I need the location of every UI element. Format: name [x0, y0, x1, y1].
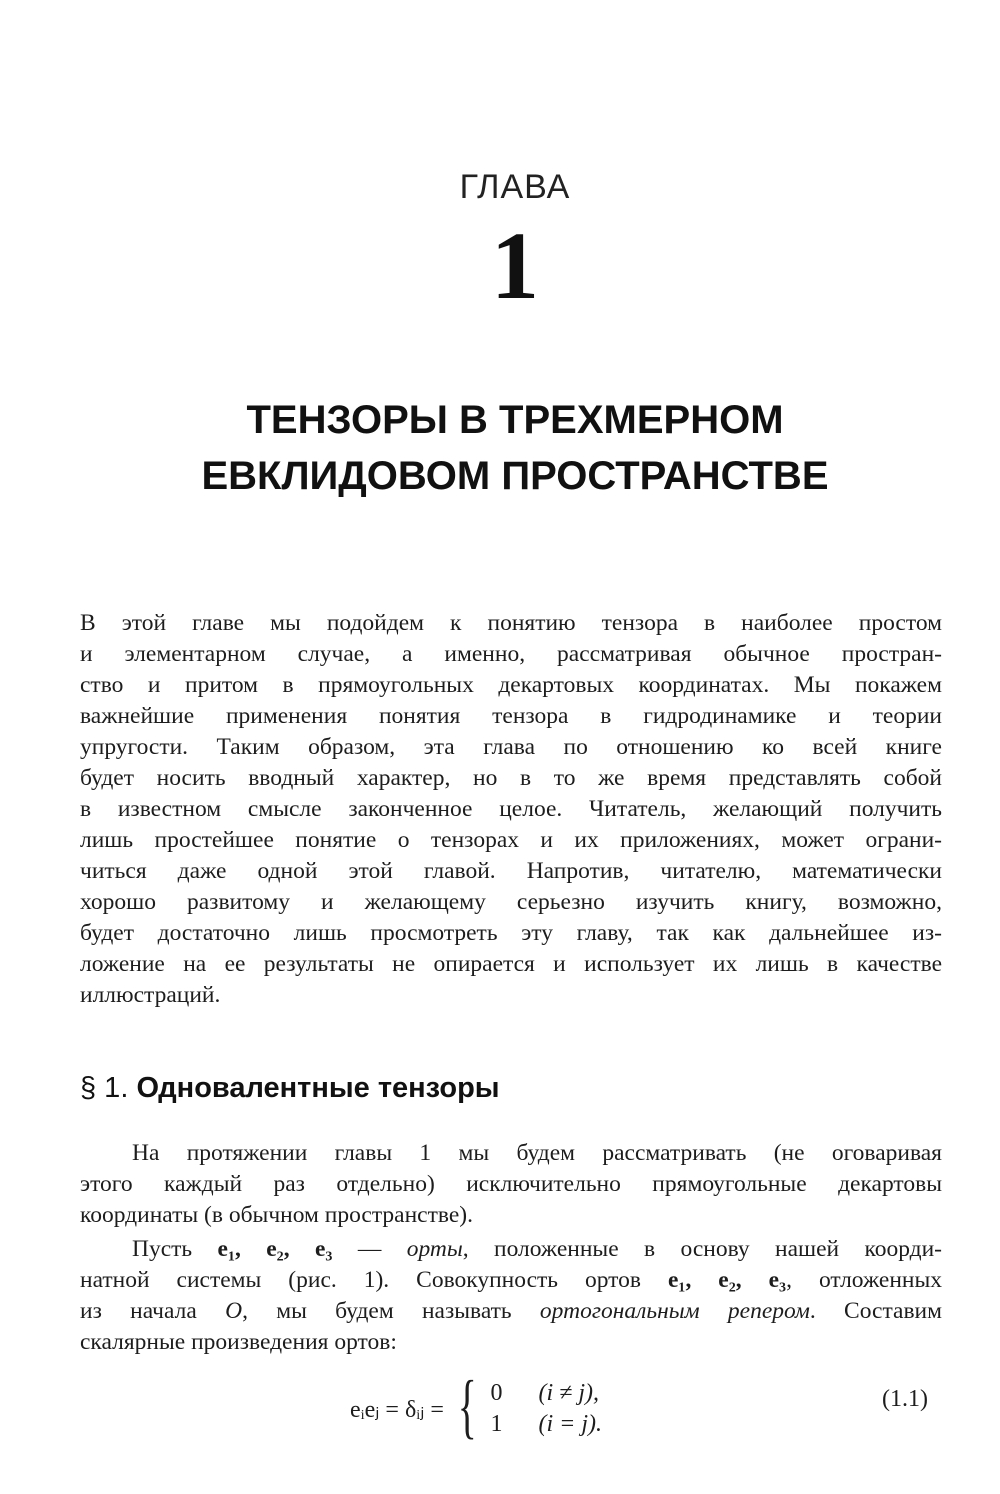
term-emphasis: ортогональным репером — [539, 1298, 810, 1324]
text-line: и элементарном случае, а именно, рассматривая обычное простран- — [80, 641, 942, 667]
term-emphasis: орты — [406, 1236, 463, 1262]
text-line: хорошо развитому и желающему серьезно изучить книгу, возможно, — [80, 889, 942, 915]
chapter-number: 1 — [491, 212, 539, 319]
text-line: важнейшие применения понятия тензора в гидродинамике и теории — [80, 703, 942, 729]
chapter-label: ГЛАВА — [459, 168, 571, 206]
chapter-title-line: ТЕНЗОРЫ В ТРЕХМЕРНОМ — [246, 398, 784, 442]
text-line — [80, 1234, 942, 1265]
case-condition: (i = j). — [538, 1411, 603, 1437]
text-line: На протяжении главы 1 мы будем рассматривать (не оговаривая — [132, 1140, 942, 1166]
section-heading — [80, 1068, 500, 1108]
formula-case — [491, 1409, 603, 1440]
text-line: координаты (в обычном пространстве). — [80, 1202, 473, 1228]
text-fragment: Пусть — [132, 1236, 193, 1262]
formula-cases — [491, 1378, 603, 1440]
equation-number: (1.1) — [882, 1386, 928, 1412]
text-line: иллюстраций. — [80, 982, 221, 1008]
paragraph-2 — [80, 1234, 942, 1358]
section-number: § 1. — [80, 1072, 129, 1104]
text-line: ложение на ее результаты не опирается и использует их лишь в качестве — [80, 951, 942, 977]
text-line: в известном смысле законченное целое. Читатель, желающий получить — [80, 796, 942, 822]
text-line: читься даже одной этой главой. Напротив, читателю, математически — [80, 858, 942, 884]
text-line: этого каждый раз отдельно) исключительно прямоугольные декартовы — [80, 1171, 942, 1197]
case-value: 0 — [490, 1380, 503, 1406]
text-fragment: натной системы (рис. 1). Совокупность ортов — [80, 1267, 641, 1293]
text-fragment: , мы будем называть — [242, 1298, 512, 1324]
formula-lhs: eᵢeⱼ = δᵢⱼ = — [350, 1396, 444, 1423]
intro-paragraph — [80, 608, 942, 1011]
unit-vectors: e₁, e₂, e₃ — [667, 1267, 787, 1293]
formula-1-1 — [350, 1366, 603, 1448]
section-title: Одновалентные тензоры — [136, 1072, 500, 1104]
text-line: скалярные произведения ортов: — [80, 1329, 397, 1355]
text-fragment: . Составим — [809, 1298, 942, 1324]
chapter-title — [80, 392, 950, 504]
text-fragment: , положенные в основу нашей коорди- — [462, 1236, 942, 1262]
chapter-title-line: ЕВКЛИДОВОМ ПРОСТРАНСТВЕ — [201, 454, 829, 498]
text-fragment: из начала — [80, 1298, 197, 1324]
text-line — [80, 1265, 942, 1296]
text-line: лишь простейшее понятие о тензорах и их приложениях, может ограни- — [80, 827, 942, 853]
text-line: В этой главе мы подойдем к понятию тензора в наиболее простом — [80, 610, 942, 636]
text-line: ство и притом в прямоугольных декартовых координатах. Мы покажем — [80, 672, 942, 698]
text-line: будет достаточно лишь просмотреть эту главу, так как дальнейшее из- — [80, 920, 942, 946]
formula-case — [491, 1378, 603, 1409]
text-fragment: , отложенных — [786, 1267, 943, 1293]
left-brace: { — [457, 1366, 477, 1446]
case-value: 1 — [490, 1411, 503, 1437]
text-line — [80, 1296, 942, 1327]
unit-vectors: e₁, e₂, e₃ — [217, 1236, 333, 1262]
case-condition: (i ≠ j), — [538, 1380, 599, 1406]
paragraph-1 — [80, 1138, 942, 1231]
text-fragment: — — [357, 1236, 382, 1262]
origin-symbol: O — [225, 1298, 243, 1324]
text-line: будет носить вводный характер, но в то же время представлять собой — [80, 765, 942, 791]
text-line: упругости. Таким образом, эта глава по отношению ко всей книге — [80, 734, 942, 760]
